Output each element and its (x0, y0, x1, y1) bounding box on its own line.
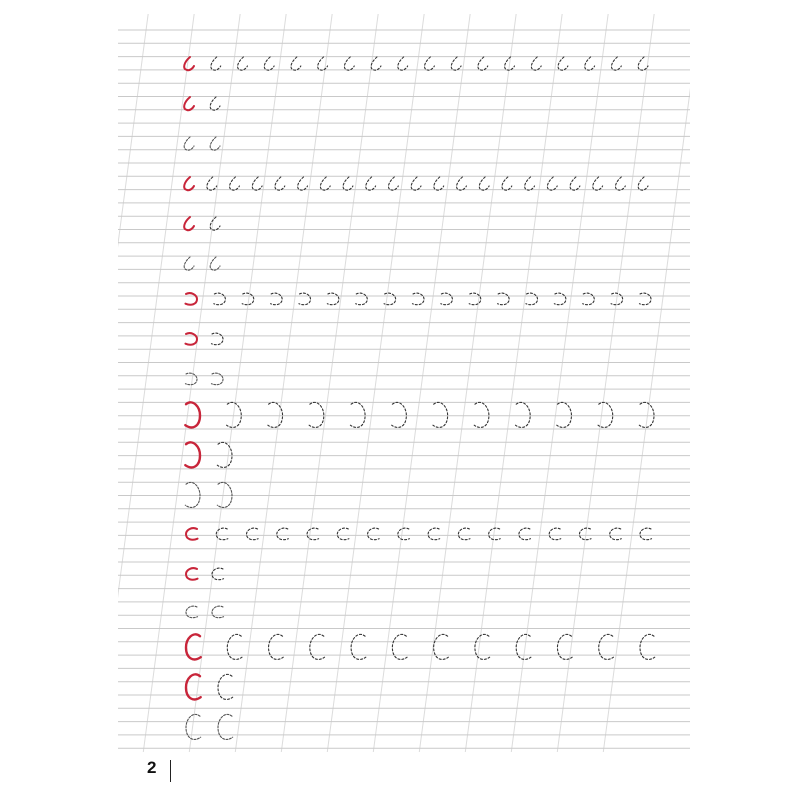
letter-row-16 (186, 634, 655, 659)
copy-letter (185, 482, 200, 507)
model-letter (184, 217, 194, 230)
dotted-trace-letter (218, 674, 233, 699)
dotted-trace-letter (307, 528, 319, 540)
dotted-trace-letter (640, 634, 655, 659)
model-letter (186, 528, 198, 540)
dotted-trace-letter (525, 177, 535, 190)
dotted-trace-letter (583, 293, 595, 305)
letter-row-14 (186, 568, 224, 580)
dotted-trace-letter (519, 528, 531, 540)
dotted-trace-letter (558, 57, 568, 70)
slant-guide-line (183, 0, 288, 800)
letter-row-7 (185, 293, 651, 305)
copy-letter (211, 373, 223, 385)
right-margin (690, 0, 800, 800)
dotted-trace-letter (247, 528, 259, 540)
dotted-trace-letter (327, 293, 339, 305)
slant-guide-line (367, 0, 472, 800)
left-margin (0, 0, 118, 800)
dotted-trace-letter (269, 634, 284, 659)
letter-row-11 (185, 442, 232, 467)
dotted-trace-letter (298, 177, 308, 190)
dotted-trace-letter (310, 634, 325, 659)
model-letter (186, 568, 198, 580)
dotted-trace-letter (277, 528, 289, 540)
dotted-trace-letter (611, 57, 621, 70)
dotted-trace-letter (475, 634, 490, 659)
page-number-divider (170, 760, 171, 782)
dotted-trace-letter (593, 177, 603, 190)
dotted-trace-letter (337, 528, 349, 540)
dotted-trace-letter (207, 177, 217, 190)
dotted-trace-letter (441, 293, 453, 305)
dotted-trace-letter (554, 293, 566, 305)
dotted-trace-letter (474, 402, 489, 427)
copy-letter (210, 257, 220, 270)
dotted-trace-letter (615, 177, 625, 190)
dotted-trace-letter (639, 293, 651, 305)
dotted-trace-letter (498, 293, 510, 305)
dotted-trace-letter (599, 634, 614, 659)
dotted-trace-letter (398, 57, 408, 70)
slant-guide-line (459, 0, 564, 800)
dotted-trace-letter (299, 293, 311, 305)
dotted-trace-letter (458, 528, 470, 540)
dotted-trace-letter (434, 177, 444, 190)
dotted-trace-letter (570, 177, 580, 190)
dotted-trace-letter (252, 177, 262, 190)
dotted-trace-letter (388, 177, 398, 190)
letter-row-13 (186, 528, 652, 540)
letter-row-10 (185, 402, 654, 427)
letter-row-8 (185, 333, 223, 345)
letter-row-9 (185, 373, 223, 385)
dotted-trace-letter (343, 177, 353, 190)
slant-guide-line (505, 0, 610, 800)
dotted-trace-letter (366, 177, 376, 190)
dotted-trace-letter (264, 57, 274, 70)
dotted-trace-letter (425, 57, 435, 70)
top-margin (0, 0, 800, 14)
model-letter (184, 177, 194, 190)
dotted-trace-letter (210, 97, 220, 110)
dotted-trace-letter (638, 57, 648, 70)
dotted-trace-letter (479, 177, 489, 190)
copy-letter (218, 714, 233, 739)
dotted-trace-letter (412, 293, 424, 305)
dotted-trace-letter (392, 634, 407, 659)
letter-row-3 (184, 137, 220, 150)
slant-guide-line (321, 0, 426, 800)
slant-guide-line (229, 0, 334, 800)
letter-row-5 (184, 217, 220, 230)
copy-letter (185, 373, 197, 385)
dotted-trace-letter (238, 57, 248, 70)
copy-letter (212, 606, 224, 618)
dotted-trace-letter (457, 177, 467, 190)
dotted-trace-letter (212, 568, 224, 580)
dotted-trace-letter (531, 57, 541, 70)
dotted-trace-letter (638, 177, 648, 190)
letter-row-15 (186, 606, 224, 618)
dotted-trace-letter (434, 634, 449, 659)
dotted-trace-letter (356, 293, 368, 305)
dotted-trace-letter (291, 57, 301, 70)
dotted-trace-letter (398, 528, 410, 540)
slant-guide-line (551, 0, 656, 800)
dotted-trace-letter (309, 402, 324, 427)
dotted-trace-letter (230, 177, 240, 190)
letter-row-6 (184, 257, 220, 270)
letter-row-12 (185, 482, 232, 507)
model-letter (184, 57, 194, 70)
model-letter (184, 97, 194, 110)
dotted-trace-letter (610, 528, 622, 540)
dotted-trace-letter (351, 634, 366, 659)
copy-letter (186, 606, 198, 618)
slant-guide-line (137, 0, 242, 800)
dotted-trace-letter (271, 293, 283, 305)
dotted-trace-letter (585, 57, 595, 70)
letter-row-4 (184, 177, 648, 190)
dotted-trace-letter (227, 634, 242, 659)
dotted-trace-letter (478, 57, 488, 70)
slant-guide-line (597, 0, 702, 800)
model-letter (185, 442, 200, 467)
page-number: 2 (147, 758, 157, 777)
dotted-trace-letter (214, 293, 226, 305)
bottom-margin (0, 752, 800, 800)
dotted-trace-letter (411, 177, 421, 190)
copy-letter (184, 257, 194, 270)
dotted-trace-letter (275, 177, 285, 190)
dotted-trace-letter (549, 528, 561, 540)
dotted-trace-letter (350, 402, 365, 427)
dotted-trace-letter (502, 177, 512, 190)
dotted-trace-letter (547, 177, 557, 190)
dotted-trace-letter (344, 57, 354, 70)
slant-guide-line (275, 0, 380, 800)
dotted-trace-letter (368, 528, 380, 540)
dotted-trace-letter (392, 402, 407, 427)
dotted-trace-letter (211, 333, 223, 345)
dotted-trace-letter (428, 528, 440, 540)
copy-letter (210, 137, 220, 150)
letter-row-2 (184, 97, 220, 110)
dotted-trace-letter (640, 528, 652, 540)
dotted-trace-letter (451, 57, 461, 70)
dotted-trace-letter (557, 402, 572, 427)
letter-row-1 (184, 57, 648, 70)
slant-guide-line (413, 0, 518, 800)
dotted-trace-letter (515, 402, 530, 427)
model-letter (185, 293, 197, 305)
letter-row-17 (186, 674, 233, 699)
dotted-trace-letter (433, 402, 448, 427)
copy-letter (184, 137, 194, 150)
dotted-trace-letter (211, 57, 221, 70)
dotted-trace-letter (320, 177, 330, 190)
model-letter (185, 333, 197, 345)
model-letter (186, 634, 201, 659)
dotted-trace-letter (526, 293, 538, 305)
